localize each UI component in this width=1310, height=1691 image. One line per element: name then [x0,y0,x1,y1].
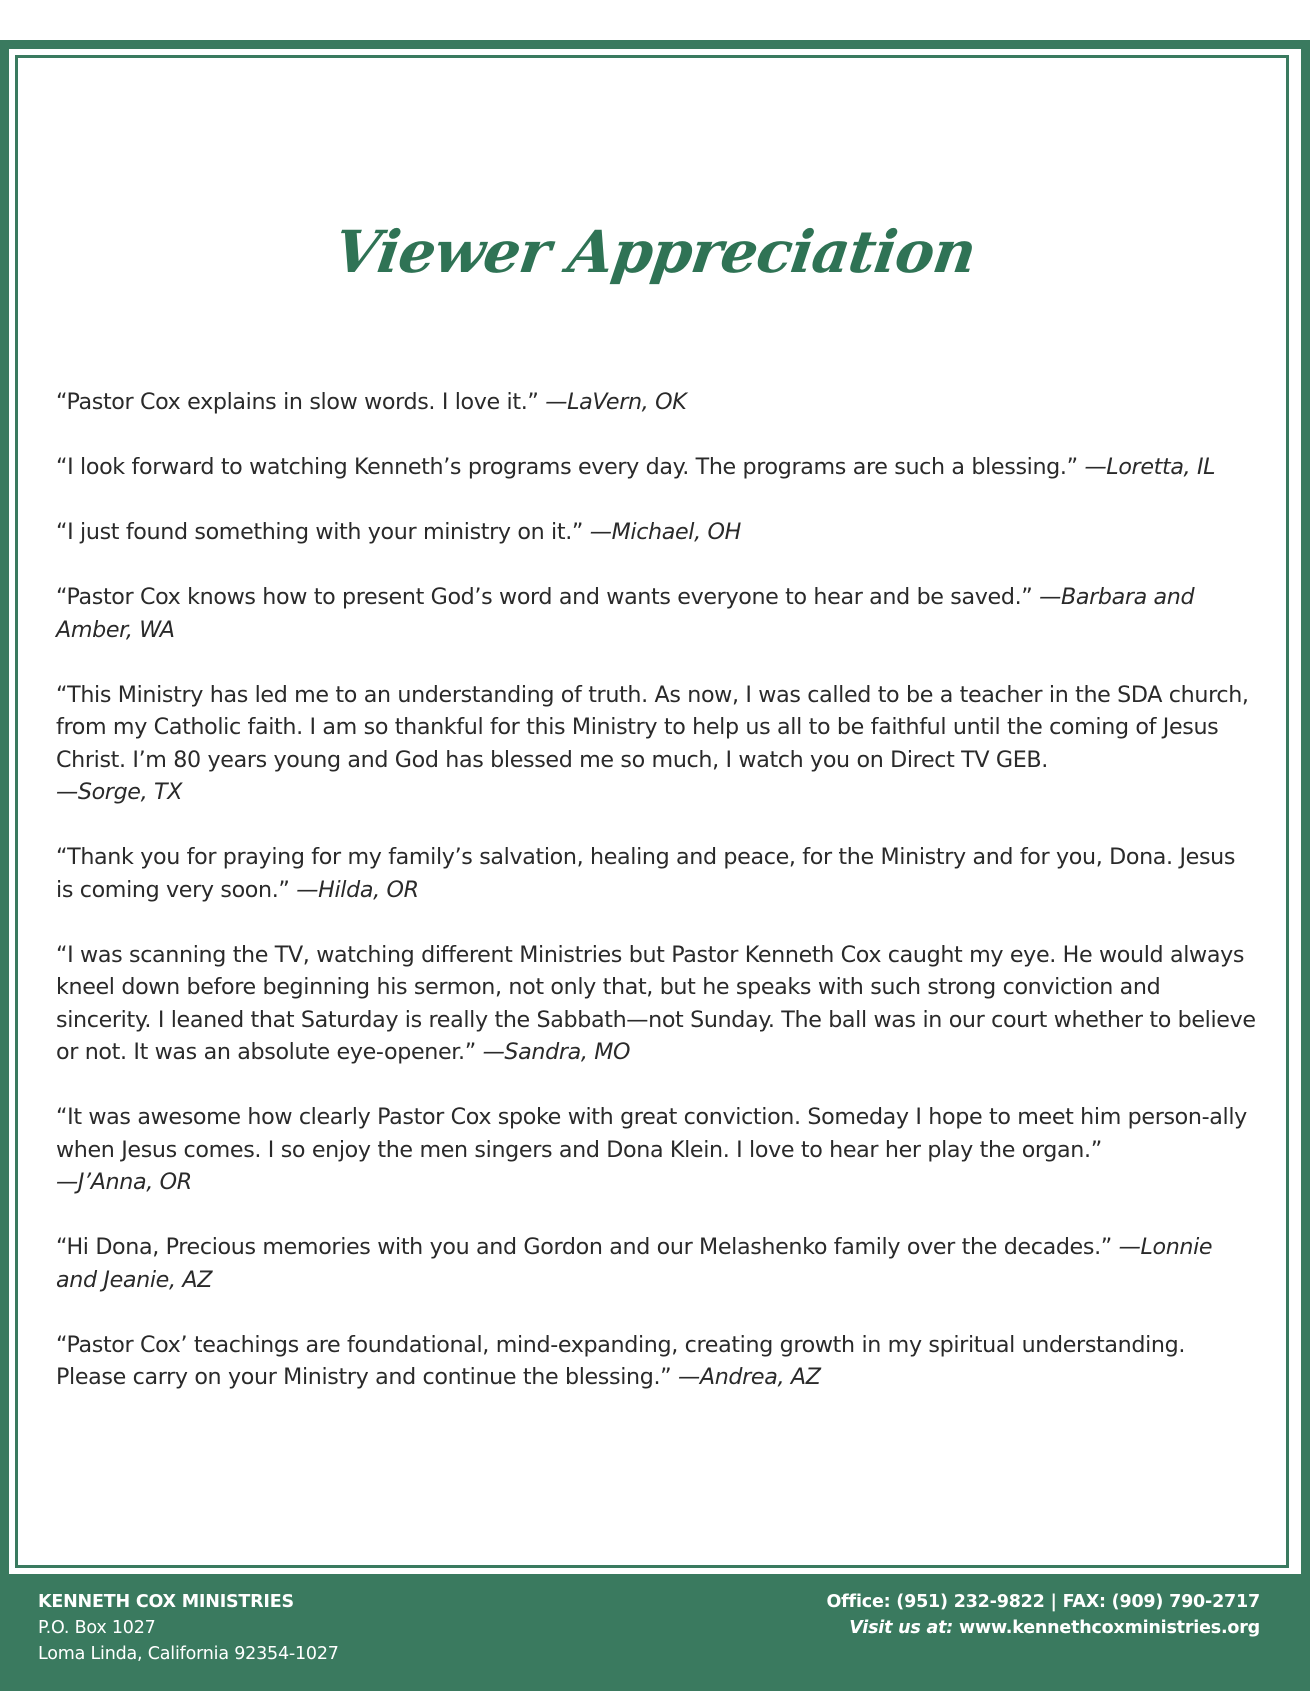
quote-text: “I look forward to watching Kenneth’s programs every day. The programs are such a blessing.” [56,454,1078,480]
quote-author: —Loretta, IL [1084,454,1216,480]
quote-author: —Michael, OH [589,519,741,545]
city-line: Loma Linda, California 92354-1027 [38,1644,339,1664]
quote-text: “Thank you for praying for my family’s salvation, healing and peace, for the Ministry and for you, Dona. Jesus is coming very soon.” [56,844,1236,903]
page-title: Viewer Appreciation [330,218,980,286]
quote-text: “I was scanning the TV, watching different Ministries but Pastor Kenneth Cox caught my eye. He would always kneel down before beginning his sermon, not only that, but he speaks with such strong conviction and sincerity. I leaned that Saturday is really the Sabbath—not Sunday. The ball was in our court whether to believe or not. It was an absolute eye-opener.” [56,941,1256,1065]
quote-author: —Lonnie and Jeanie, AZ [56,1234,1213,1293]
quote-text: “I just found something with your ministry on it.” [56,519,584,545]
quote-2 [56,451,1256,484]
quote-text: “Pastor Cox knows how to present God’s word and wants everyone to hear and be saved.” [56,584,1033,610]
quote-7 [56,939,1256,1069]
quote-3 [56,516,1256,549]
quote-text: “Pastor Cox’ teachings are foundational, mind-expanding, creating growth in my spiritual understanding. Please carry on your Ministry and continue the blessing.” [56,1331,1186,1390]
quote-1 [56,386,1256,419]
footer-address [38,1589,339,1667]
quote-text: “It was awesome how clearly Pastor Cox spoke with great conviction. Someday I hope to meet him person-ally when Jesus comes. I so enjoy the men singers and Dona Klein. I love to hear her play the organ.” [56,1104,1247,1163]
quote-author: —Barbara and Amber, WA [56,584,1195,643]
quote-10 [56,1329,1256,1394]
quote-author: —LaVern, OK [545,389,687,415]
website-link[interactable]: www.kennethcoxministries.org [959,1618,1260,1638]
quote-6 [56,841,1256,906]
quote-author: —Sandra, MO [482,1039,631,1065]
quote-author: —Andrea, AZ [678,1364,821,1390]
quote-5 [56,679,1256,809]
quote-text: “This Ministry has led me to an understanding of truth. As now, I was called to be a teacher in the SDA church, from my Catholic faith. I am so thankful for this Ministry to help us all to be faithful until the coming of Jesus Christ. I’m 80 years young and God has blessed me so much, I watch you on Direct TV GEB. [56,681,1249,773]
po-box: P.O. Box 1027 [38,1618,156,1638]
quote-author: —J’Anna, OR [56,1169,192,1195]
quote-author: —Hilda, OR [296,876,419,903]
quote-text: “Pastor Cox explains in slow words. I love it.” [56,389,539,415]
website-line [826,1615,1260,1641]
visit-label: Visit us at: [849,1618,954,1638]
quote-author: —Sorge, TX [56,779,183,805]
quote-9 [56,1231,1256,1296]
phone-line: Office: (951) 232-9822 | FAX: (909) 790-2717 [826,1592,1260,1612]
quote-4 [56,581,1256,646]
footer-contact [826,1589,1260,1641]
quote-list [56,386,1256,1426]
quote-8 [56,1101,1256,1199]
quote-text: “Hi Dona, Precious memories with you and Gordon and our Melashenko family over the decades.” [56,1234,1112,1260]
org-name: KENNETH COX MINISTRIES [38,1592,294,1612]
